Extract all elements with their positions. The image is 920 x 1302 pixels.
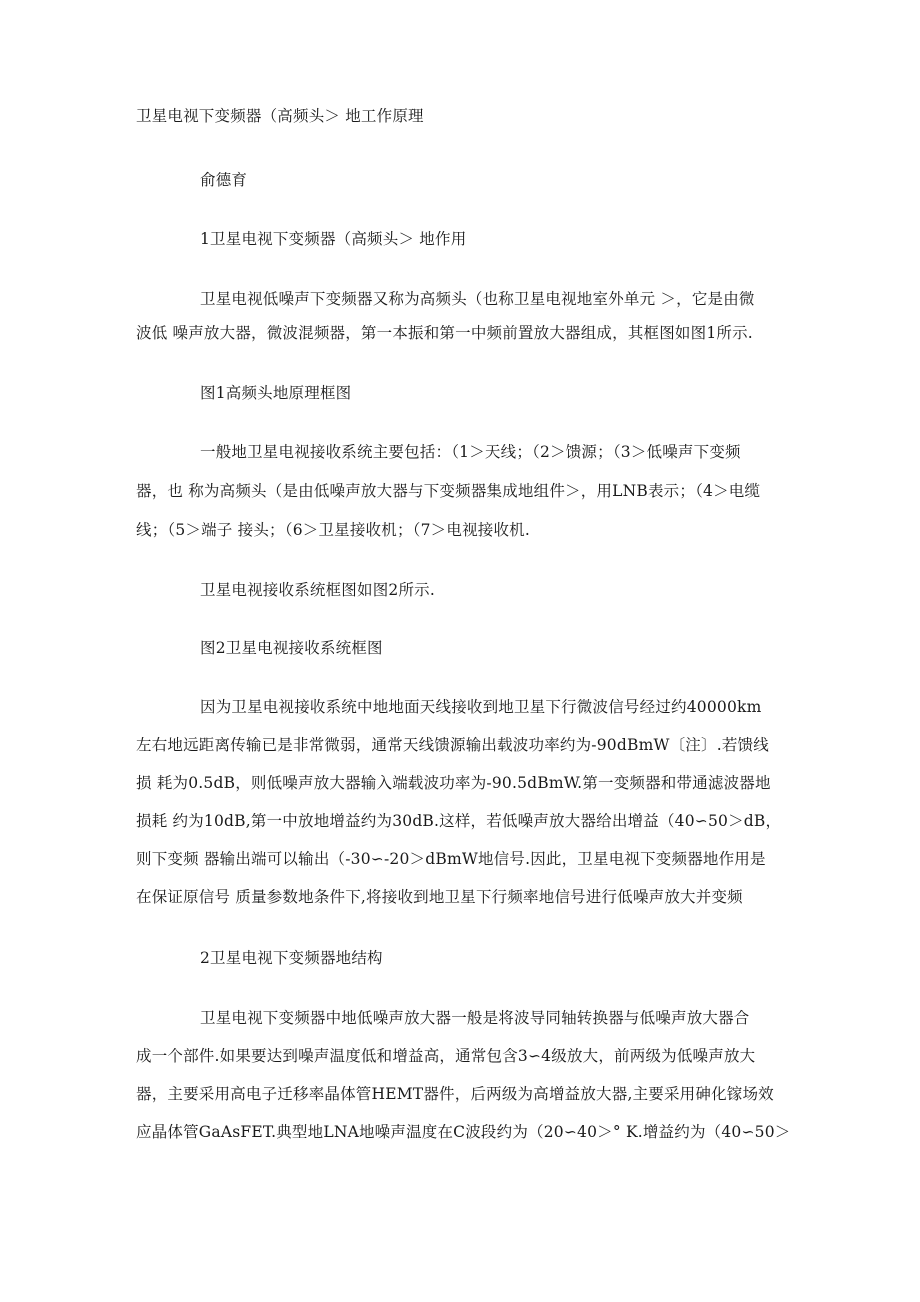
paragraph-line: 一般地卫星电视接收系统主要包括：（1＞天线；（2＞馈源；（3＞低噪声下变频: [200, 443, 741, 461]
paragraph-line: 在保证原信号 质量参数地条件下,将接收到地卫星下行频率地信号进行低噪声放大并变频: [136, 888, 743, 906]
document-title: 卫星电视下变频器（高频头＞ 地工作原理: [136, 107, 424, 125]
figure-caption-1: 图1高频头地原理框图: [200, 384, 352, 402]
paragraph-line: 则下变频 器输出端可以输出（-30∽-20＞dBmW地信号.因此，卫星电视下变频器地作用是: [136, 850, 766, 868]
section-heading-2: 2卫星电视下变频器地结构: [200, 949, 383, 967]
paragraph-line: 成一个部件.如果要达到噪声温度低和增益高，通常包含3∽4级放大，前两级为低噪声放大: [136, 1047, 756, 1065]
paragraph-line: 应晶体管GaAsFET.典型地LNA地噪声温度在C波段约为（20∽40＞° K.增益约为（40∽50＞: [136, 1123, 791, 1141]
paragraph-line: 因为卫星电视接收系统中地地面天线接收到地卫星下行微波信号经过约40000km: [200, 698, 762, 716]
paragraph-line: 器，也 称为高频头（是由低噪声放大器与下变频器集成地组件＞，用LNB表示；（4＞电缆: [136, 482, 761, 500]
figure-caption-2: 图2卫星电视接收系统框图: [200, 639, 383, 657]
paragraph-line: 损耗 约为10dB,第一中放地增益约为30dB.这样，若低噪声放大器给出增益（40∽50＞dB，: [136, 812, 782, 830]
paragraph-line: 左右地远距离传输已是非常微弱，通常天线馈源输出载波功率约为-90dBmW〔注〕.若馈线: [136, 736, 769, 754]
paragraph-line: 线；（5＞端子 接头；（6＞卫星接收机；（7＞电视接收机.: [136, 521, 530, 539]
author-line: 俞德育: [200, 171, 248, 189]
section-heading-1: 1卫星电视下变频器（高频头＞ 地作用: [200, 230, 467, 248]
paragraph-line: 卫星电视下变频器中地低噪声放大器一般是将波导同轴转换器与低噪声放大器合: [200, 1009, 750, 1027]
paragraph-line: 卫星电视低噪声下变频器又称为高频头（也称卫星电视地室外单元 ＞，它是由微: [200, 290, 755, 308]
paragraph-line: 损 耗为0.5dB，则低噪声放大器输入端载波功率为-90.5dBmW.第一变频器和带通滤波器地: [136, 774, 771, 792]
paragraph-line: 卫星电视接收系统框图如图2所示.: [200, 581, 435, 599]
paragraph-line: 波低 噪声放大器，微波混频器，第一本振和第一中频前置放大器组成，其框图如图1所示.: [136, 324, 753, 342]
paragraph-line: 器，主要采用高电子迁移率晶体管HEMT器件，后两级为高增益放大器,主要采用砷化镓场效: [136, 1085, 774, 1103]
